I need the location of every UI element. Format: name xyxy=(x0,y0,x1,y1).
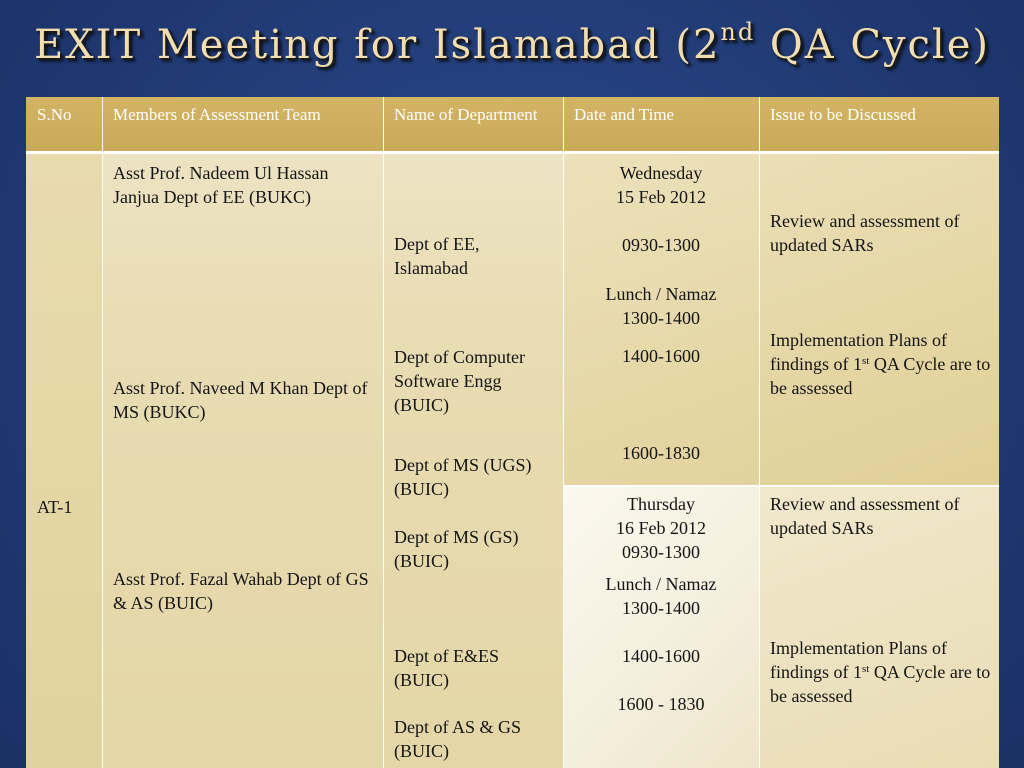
header-members: Members of Assessment Team xyxy=(113,105,321,124)
department-as-gs: Dept of AS & GS (BUIC) xyxy=(394,717,522,761)
schedule-table xyxy=(26,97,999,768)
issue-superscript: st xyxy=(862,355,870,367)
header-department: Name of Department xyxy=(394,105,538,124)
title-superscript: nd xyxy=(720,18,756,46)
slide-title xyxy=(0,18,1024,68)
day2-lunch-time: 1300-1400 xyxy=(622,598,700,618)
sno-cell-bg xyxy=(26,154,102,768)
day2-day: Thursday xyxy=(627,494,695,514)
table-header xyxy=(26,97,999,154)
department-ms-gs: Dept of MS (GS) (BUIC) xyxy=(394,527,519,571)
issue-superscript: st xyxy=(862,663,870,675)
header-issue: Issue to be Discussed xyxy=(770,105,916,124)
member-2: Asst Prof. Naveed M Khan Dept of MS (BUKC) xyxy=(113,378,368,422)
issue-text-end: QA Cycle are to be assessed xyxy=(770,354,991,398)
member-3: Asst Prof. Fazal Wahab Dept of GS & AS (BUIC) xyxy=(113,569,369,613)
issue-text: Implementation Plans of findings of 1 xyxy=(770,638,947,682)
header-sno: S.No xyxy=(37,105,72,124)
department-cse: Dept of Computer Software Engg (BUIC) xyxy=(394,347,525,415)
day1-lunch-time: 1300-1400 xyxy=(622,308,700,328)
day2-slot-1: 0930-1300 xyxy=(622,542,700,562)
day1-issue-2 xyxy=(770,328,992,400)
title-text: EXIT Meeting for Islamabad (2 xyxy=(33,22,721,68)
divider xyxy=(759,97,760,768)
day1-date: 15 Feb 2012 xyxy=(616,187,706,207)
day2-slot-2: 1400-1600 xyxy=(622,646,700,666)
day2-lunch: Lunch / Namaz xyxy=(605,574,717,594)
department-ms-ugs: Dept of MS (UGS) (BUIC) xyxy=(394,455,532,499)
member-1: Asst Prof. Nadeem Ul Hassan Janjua Dept of EE (BUKC) xyxy=(113,163,329,207)
issue-text: Implementation Plans of findings of 1 xyxy=(770,330,947,374)
day1-issue-1: Review and assessment of updated SARs xyxy=(770,211,960,255)
divider xyxy=(383,97,384,768)
issue-text-end: QA Cycle are to be assessed xyxy=(770,662,991,706)
day2-date: 16 Feb 2012 xyxy=(616,518,706,538)
divider xyxy=(102,97,103,768)
day1-day: Wednesday xyxy=(619,163,703,183)
day2-issue-2 xyxy=(770,636,992,708)
day2-slot-3: 1600 - 1830 xyxy=(617,694,705,714)
day1-lunch: Lunch / Namaz xyxy=(605,284,717,304)
title-text-end: QA Cycle) xyxy=(755,22,991,68)
day1-slot-3: 1600-1830 xyxy=(622,443,700,463)
day2-issue-1: Review and assessment of updated SARs xyxy=(770,494,960,538)
header-date-time: Date and Time xyxy=(574,105,675,124)
serial-number: AT-1 xyxy=(37,497,73,517)
day1-slot-2: 1400-1600 xyxy=(622,346,700,366)
day1-slot-1: 0930-1300 xyxy=(622,235,700,255)
divider xyxy=(563,485,999,487)
department-ees: Dept of E&ES (BUIC) xyxy=(394,646,499,690)
department-ee: Dept of EE, Islamabad xyxy=(394,234,480,278)
